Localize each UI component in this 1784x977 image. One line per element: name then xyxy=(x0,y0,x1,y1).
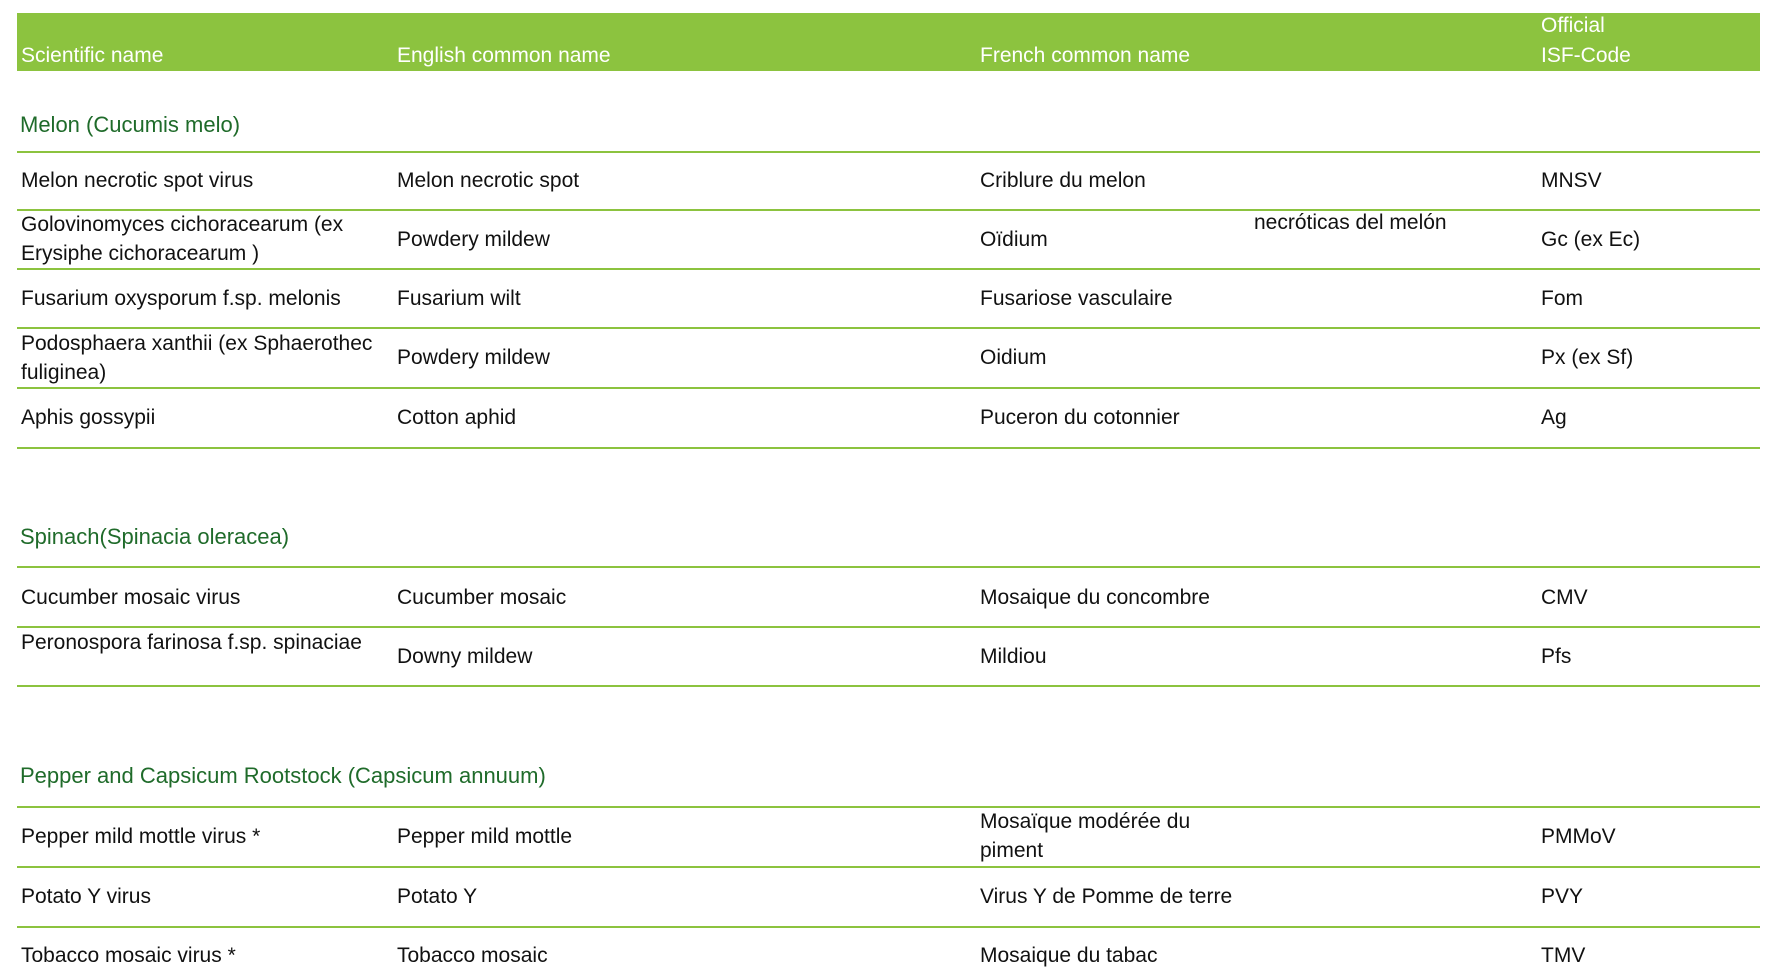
divider xyxy=(17,387,1760,389)
french-name: Oidium xyxy=(980,346,1047,369)
french-name: Mosaique du tabac xyxy=(980,944,1158,967)
english-name: Cotton aphid xyxy=(397,406,517,429)
scientific-name: Melon necrotic spot virus xyxy=(21,169,254,192)
table-header xyxy=(17,13,1760,71)
isf-code: Fom xyxy=(1541,287,1583,310)
isf-code: Ag xyxy=(1541,406,1567,429)
french-name: Oïdium xyxy=(980,228,1048,251)
english-name: Downy mildew xyxy=(397,645,533,668)
french-name: Puceron du cotonnier xyxy=(980,406,1180,429)
scientific-name: Fusarium oxysporum f.sp. melonis xyxy=(21,287,341,310)
header-isf-code-label: ISF-Code xyxy=(1541,44,1631,67)
stray-text: necróticas del melón xyxy=(1254,211,1447,234)
isf-code: Pfs xyxy=(1541,645,1572,668)
divider xyxy=(17,151,1760,153)
divider xyxy=(17,447,1760,449)
scientific-name: Aphis gossypii xyxy=(21,406,156,429)
divider xyxy=(17,268,1760,270)
scientific-name: Potato Y virus xyxy=(21,885,151,908)
section-title-spinach: Spinach(Spinacia oleracea) xyxy=(20,524,290,549)
isf-code: PVY xyxy=(1541,885,1584,908)
header-english-name: English common name xyxy=(397,44,611,67)
isf-code: TMV xyxy=(1541,944,1586,967)
french-name: Mildiou xyxy=(980,645,1047,668)
section-title-pepper: Pepper and Capsicum Rootstock (Capsicum annuum) xyxy=(20,763,546,788)
isf-code: CMV xyxy=(1541,586,1588,609)
header-official-label: Official xyxy=(1541,14,1605,37)
header-french-name: French common name xyxy=(980,44,1191,67)
english-name: Powdery mildew xyxy=(397,346,550,369)
scientific-name: Peronospora farinosa f.sp. spinaciae xyxy=(21,631,362,654)
isf-code: Gc (ex Ec) xyxy=(1541,228,1641,251)
isf-code: MNSV xyxy=(1541,169,1602,192)
english-name: Potato Y xyxy=(397,885,478,908)
scientific-name: Tobacco mosaic virus * xyxy=(21,944,236,967)
scientific-name-line1: Podosphaera xanthii (ex Sphaerothec xyxy=(21,332,373,355)
isf-code: Px (ex Sf) xyxy=(1541,346,1634,369)
french-name-line1: Mosaïque modérée du xyxy=(980,810,1191,833)
scientific-name: Pepper mild mottle virus * xyxy=(21,825,261,848)
divider xyxy=(17,806,1760,808)
scientific-name-line2: Erysiphe cichoracearum ) xyxy=(21,242,260,265)
english-name: Fusarium wilt xyxy=(397,287,521,310)
english-name: Cucumber mosaic xyxy=(397,586,567,609)
french-name: Fusariose vasculaire xyxy=(980,287,1173,310)
french-name: Mosaique du concombre xyxy=(980,586,1210,609)
french-name-line2: piment xyxy=(980,839,1044,862)
english-name: Powdery mildew xyxy=(397,228,550,251)
divider xyxy=(17,566,1760,568)
header-scientific-name: Scientific name xyxy=(21,44,164,67)
isf-code: PMMoV xyxy=(1541,825,1616,848)
divider xyxy=(17,926,1760,928)
scientific-name: Cucumber mosaic virus xyxy=(21,586,241,609)
section-title-melon: Melon (Cucumis melo) xyxy=(20,112,241,137)
french-name: Criblure du melon xyxy=(980,169,1146,192)
english-name: Pepper mild mottle xyxy=(397,825,573,848)
divider xyxy=(17,866,1760,868)
scientific-name-line1: Golovinomyces cichoracearum (ex xyxy=(21,213,344,236)
english-name: Tobacco mosaic xyxy=(397,944,548,967)
scientific-name-line2: fuliginea) xyxy=(21,361,107,384)
divider xyxy=(17,685,1760,687)
french-name: Virus Y de Pomme de terre xyxy=(980,885,1233,908)
english-name: Melon necrotic spot xyxy=(397,169,580,192)
